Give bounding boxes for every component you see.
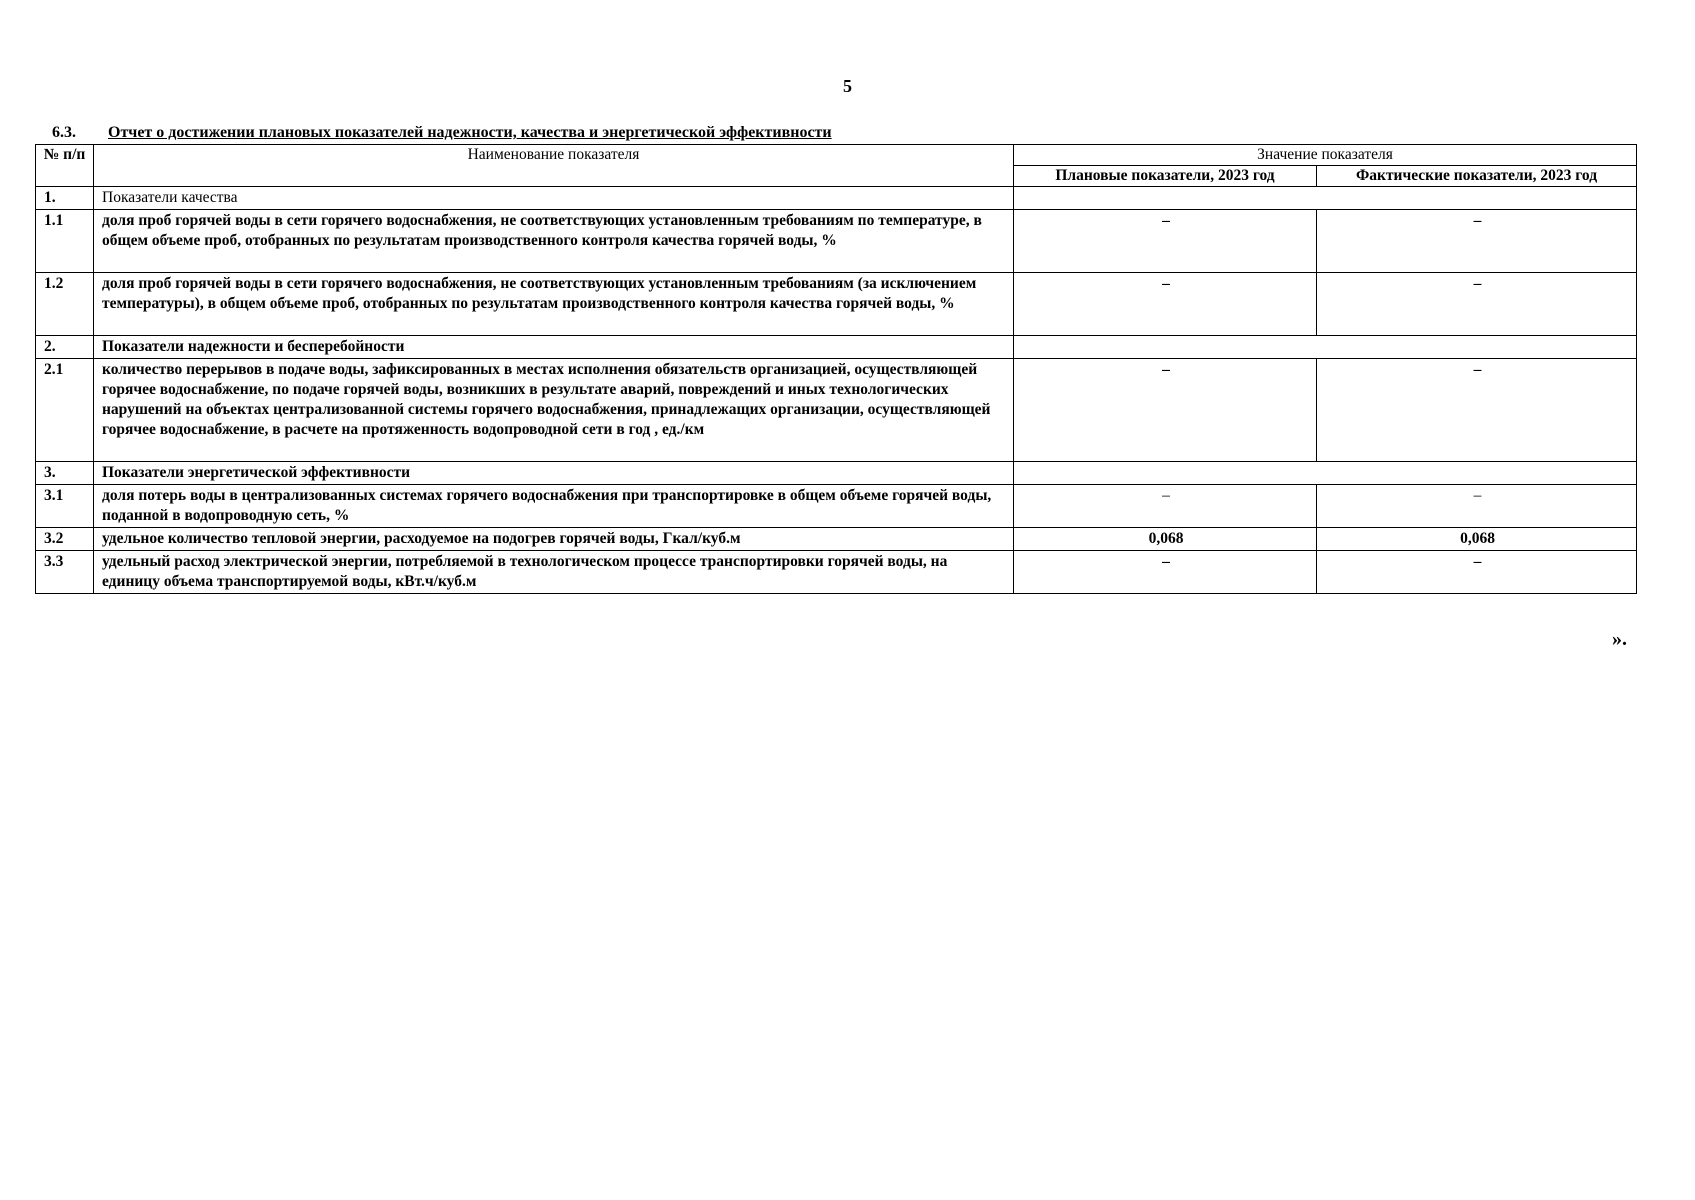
- table-row: [36, 485, 1637, 528]
- row-name: Показатели энергетической эффективности: [94, 462, 1014, 485]
- row-fact-value: –: [1317, 273, 1637, 336]
- row-name: доля проб горячей воды в сети горячего водоснабжения, не соответствующих установленным требованиям по температуре, в общем объеме проб, отобранных по результатам производственного контроля качества горячей воды, %: [94, 210, 1014, 273]
- row-num: 2.: [36, 336, 94, 359]
- row-plan-value: –: [1014, 359, 1317, 462]
- row-fact-value: –: [1317, 210, 1637, 273]
- row-num: 1.1: [36, 210, 94, 273]
- row-name: Показатели надежности и бесперебойности: [94, 336, 1014, 359]
- header-fact: Фактические показатели, 2023 год: [1317, 166, 1637, 187]
- row-num: 1.2: [36, 273, 94, 336]
- closing-quote-mark: ».: [1612, 628, 1627, 650]
- row-num: 3.1: [36, 485, 94, 528]
- row-name: удельное количество тепловой энергии, расходуемое на подогрев горячей воды, Гкал/куб.м: [94, 528, 1014, 551]
- row-name: доля потерь воды в централизованных системах горячего водоснабжения при транспортировке в общем объеме горячей воды, поданной в водопроводную сеть, %: [94, 485, 1014, 528]
- row-num: 3.2: [36, 528, 94, 551]
- row-plan-value: –: [1014, 273, 1317, 336]
- row-plan-value: –: [1014, 551, 1317, 594]
- row-value-empty: [1014, 336, 1637, 359]
- row-num: 3.: [36, 462, 94, 485]
- row-value-empty: [1014, 187, 1637, 210]
- row-fact-value: –: [1317, 485, 1637, 528]
- indicators-table: [35, 144, 1637, 594]
- table-row: [36, 462, 1637, 485]
- section-title: Отчет о достижении плановых показателей надежности, качества и энергетической эффективности: [108, 124, 832, 141]
- row-name: количество перерывов в подаче воды, зафиксированных в местах исполнения обязательств организацией, осуществляющей горячее водоснабжение, по подаче горячей воды, возникших в результате аварий, повреждений и иных технологических нарушений на объектах централизованной системы горячего водоснабжения, принадлежащих организации, осуществляющей горячее водоснабжение, в расчете на протяженность водопроводной сети в год , ед./км: [94, 359, 1014, 462]
- row-value-empty: [1014, 462, 1637, 485]
- header-num: № п/п: [36, 145, 94, 187]
- header-value-group: Значение показателя: [1014, 145, 1637, 166]
- page-number: 5: [843, 76, 852, 96]
- row-plan-value: –: [1014, 485, 1317, 528]
- header-name: Наименование показателя: [94, 145, 1014, 187]
- row-name: удельный расход электрической энергии, потребляемой в технологическом процессе транспортировки горячей воды, на единицу объема транспортируемой воды, кВт.ч/куб.м: [94, 551, 1014, 594]
- row-plan-value: 0,068: [1014, 528, 1317, 551]
- table-row: [36, 528, 1637, 551]
- row-num: 3.3: [36, 551, 94, 594]
- row-fact-value: –: [1317, 359, 1637, 462]
- row-num: 2.1: [36, 359, 94, 462]
- section-heading: [52, 124, 832, 142]
- section-number: 6.3.: [52, 124, 76, 141]
- table-row: [36, 359, 1637, 462]
- row-name: Показатели качества: [94, 187, 1014, 210]
- row-fact-value: –: [1317, 551, 1637, 594]
- row-name: доля проб горячей воды в сети горячего водоснабжения, не соответствующих установленным требованиям (за исключением температуры), в общем объеме проб, отобранных по результатам производственного контроля качества горячей воды, %: [94, 273, 1014, 336]
- table-row: [36, 336, 1637, 359]
- row-num: 1.: [36, 187, 94, 210]
- table-row: [36, 187, 1637, 210]
- header-plan: Плановые показатели, 2023 год: [1014, 166, 1317, 187]
- table-row: [36, 273, 1637, 336]
- row-plan-value: –: [1014, 210, 1317, 273]
- table-row: [36, 551, 1637, 594]
- row-fact-value: 0,068: [1317, 528, 1637, 551]
- table-row: [36, 210, 1637, 273]
